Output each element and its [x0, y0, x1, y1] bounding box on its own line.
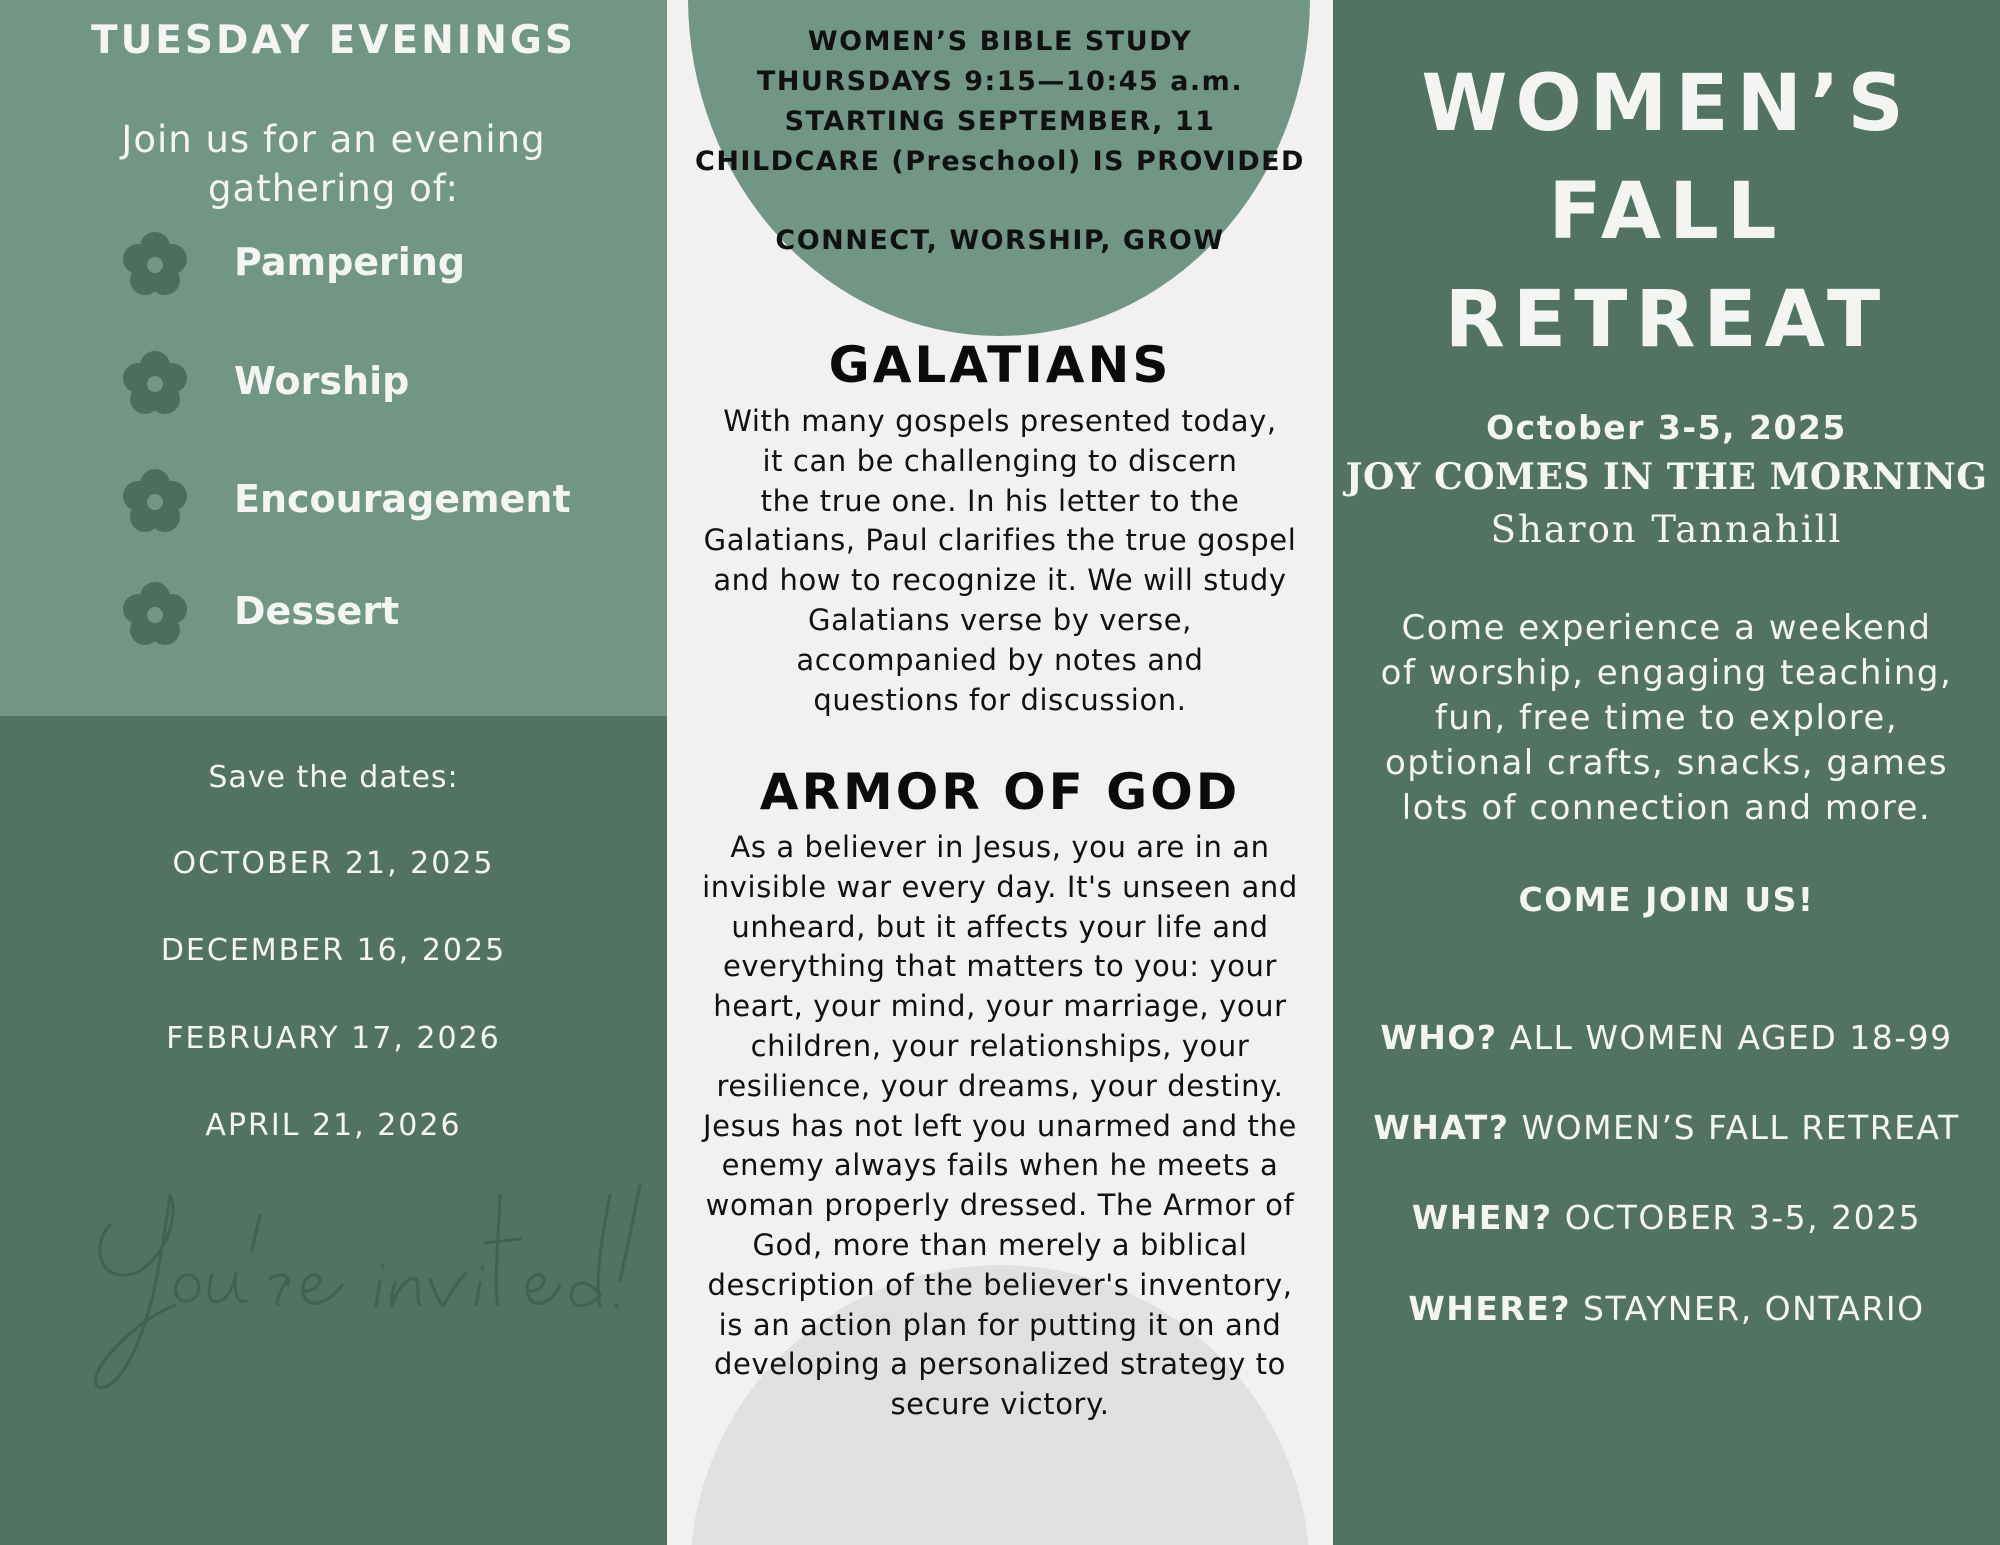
retreat-speaker: Sharon Tannahill — [1490, 508, 1843, 551]
come-join-us: COME JOIN US! — [1518, 880, 1815, 919]
detail-who: WHO? ALL WOMEN AGED 18-99 — [1380, 1018, 1953, 1057]
item-label-dessert: Dessert — [234, 589, 400, 633]
left-panel — [0, 0, 667, 1545]
date-item: FEBRUARY 17, 2026 — [166, 1021, 501, 1056]
study-tagline: CONNECT, WORSHIP, GROW — [775, 225, 1225, 256]
left-top-section — [0, 0, 667, 716]
date-item: OCTOBER 21, 2025 — [172, 846, 495, 881]
retreat-title: WOMEN’S FALL RETREAT — [1421, 59, 1912, 365]
flower-icon — [118, 228, 192, 302]
item-label-pampering: Pampering — [234, 240, 466, 284]
galatians-description: With many gospels presented today, it can be challenging to discern the true one. In his letter to the Galatians, Paul clarifies the true gospel and how to recognize it. We will study Galatians verse by verse, accompanied by notes and questions for discussion. — [703, 404, 1297, 717]
youre-invited-script — [80, 1155, 660, 1395]
flower-icon — [118, 578, 192, 652]
armor-of-god-description: As a believer in Jesus, you are in an invisible war every day. It's unseen and unheard, but it affects your life and everything that matters to you: your heart, your mind, your marriage, your children, your relationships, your resilience, your dreams, your destiny. Jesus has not left you unarmed and the enemy always fails when he meets a woman properly dressed. The Armor of God, more than merely a biblical description of the believer's inventory, is an action plan for putting it on and developing a personalized strategy to secure victory. — [702, 830, 1298, 1422]
detail-where: WHERE? STAYNER, ONTARIO — [1408, 1289, 1925, 1328]
retreat-theme: JOY COMES IN THE MORNING — [1345, 456, 1988, 498]
flower-icon — [118, 347, 192, 421]
tuesday-evenings-title: TUESDAY EVENINGS — [91, 18, 576, 63]
date-item: APRIL 21, 2026 — [205, 1108, 462, 1143]
middle-panel — [667, 0, 1333, 1545]
armor-of-god-heading: ARMOR OF GOD — [759, 763, 1241, 821]
flower-icon — [118, 465, 192, 539]
retreat-description: Come experience a weekend of worship, engaging teaching, fun, free time to explore, optional crafts, snacks, games lots of connection and more. — [1380, 608, 1953, 828]
item-label-encouragement: Encouragement — [234, 477, 571, 521]
left-bottom-section — [0, 716, 667, 1545]
galatians-heading: GALATIANS — [828, 336, 1172, 394]
date-item: DECEMBER 16, 2025 — [160, 933, 507, 968]
intro-text: Join us for an evening gathering of: — [121, 118, 546, 210]
retreat-date: October 3-5, 2025 — [1486, 408, 1847, 447]
bible-study-info: WOMEN’S BIBLE STUDY THURSDAYS 9:15—10:45 a.m. STARTING SEPTEMBER, 11 CHILDCARE (Preschool) IS PROVIDED — [695, 26, 1305, 177]
detail-what: WHAT? WOMEN’S FALL RETREAT — [1373, 1108, 1960, 1147]
right-panel — [1333, 0, 2000, 1545]
item-label-worship: Worship — [234, 359, 410, 403]
detail-when: WHEN? OCTOBER 3-5, 2025 — [1411, 1198, 1922, 1237]
save-the-dates-label: Save the dates: — [208, 760, 459, 795]
